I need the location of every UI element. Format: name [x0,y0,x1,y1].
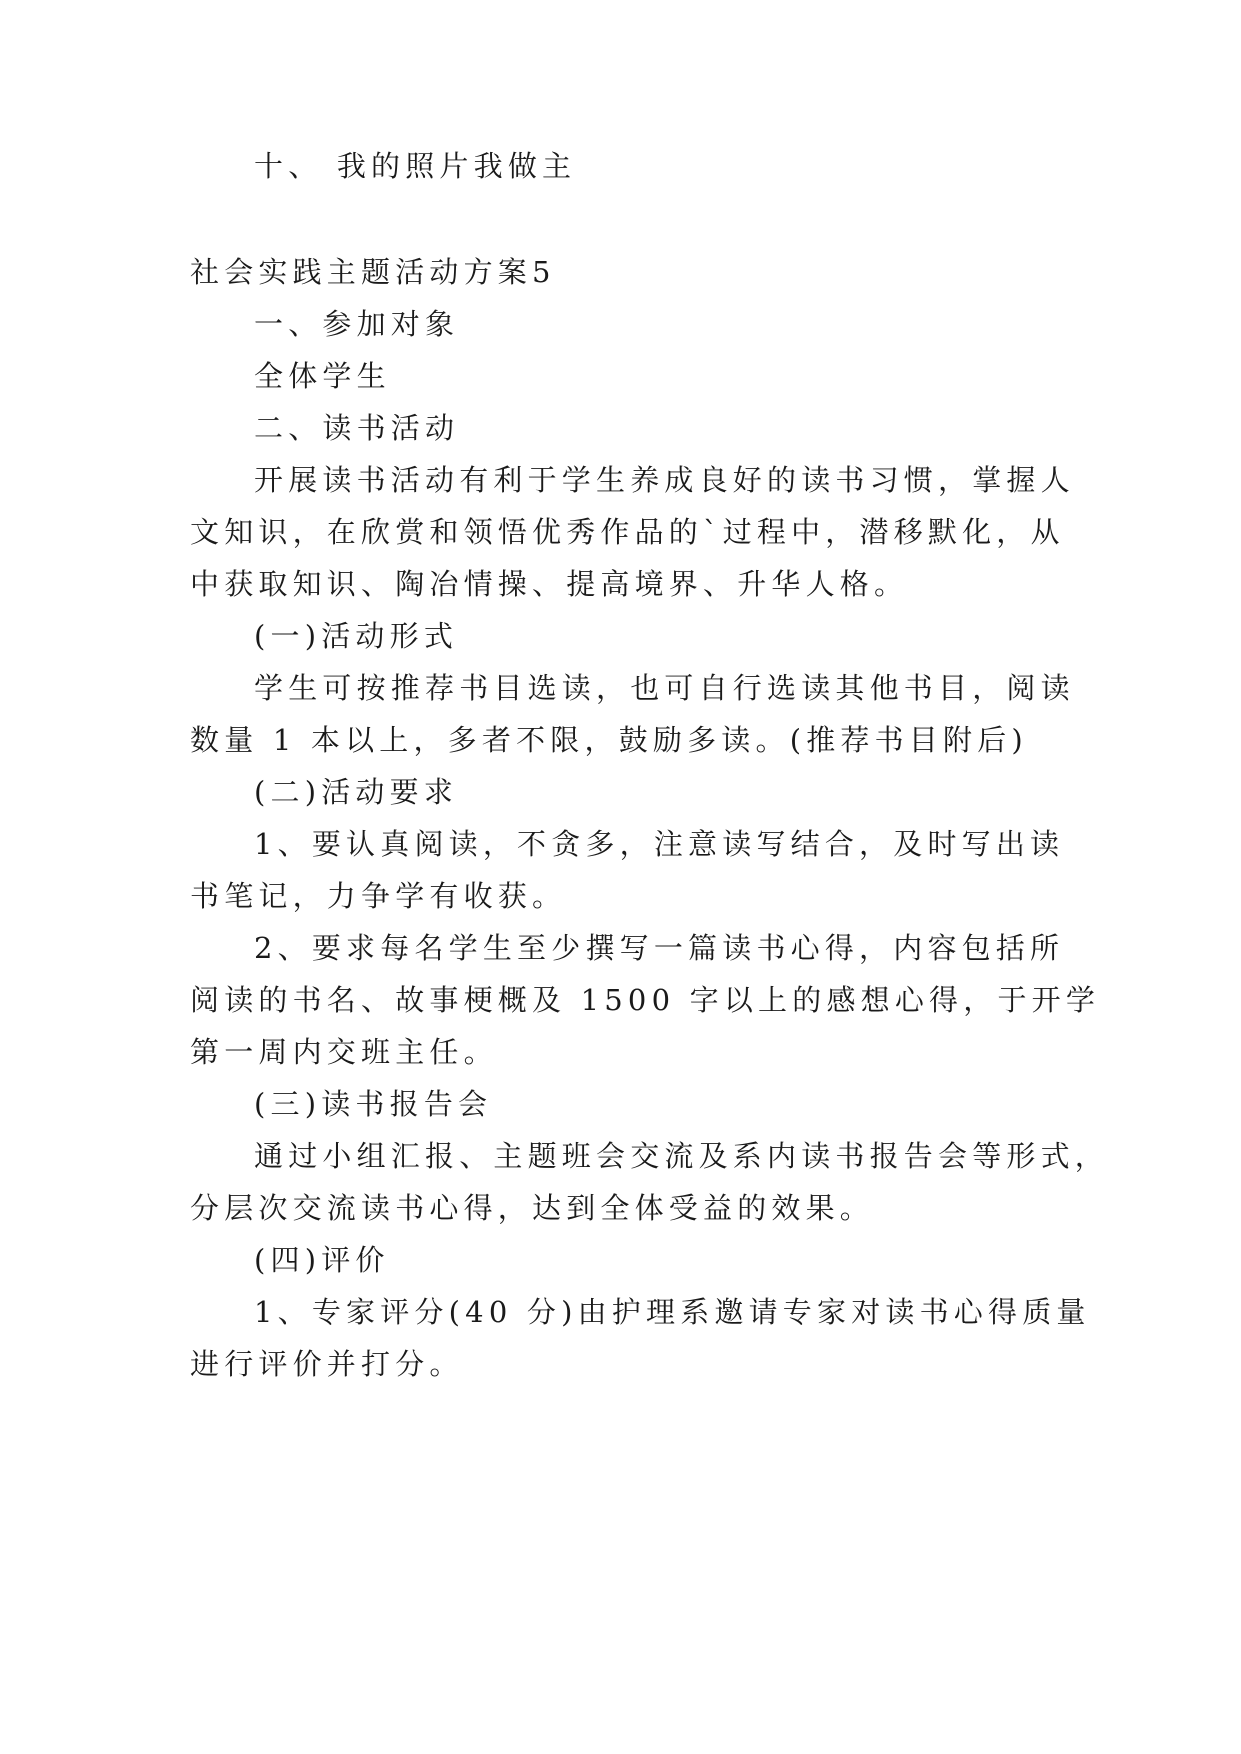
paragraph-line: 第一周内交班主任。 [190,1035,498,1069]
subheading-requirements: (二)活动要求 [254,775,459,809]
heading-reading-activity: 二、读书活动 [254,411,460,445]
subheading-report: (三)读书报告会 [254,1087,493,1121]
paragraph-line: 书笔记，力争学有收获。 [190,879,567,913]
subheading-evaluation: (四)评价 [254,1243,390,1277]
paragraph-line: 1、专家评分(40 分)由护理系邀请专家对读书心得质量 [254,1295,1091,1329]
paragraph-line: 分层次交流读书心得，达到全体受益的效果。 [190,1191,875,1225]
subheading-form: (一)活动形式 [254,619,459,653]
paragraph-line: 开展读书活动有利于学生养成良好的读书习惯，掌握人 [254,463,1075,497]
paragraph-line: 1、要认真阅读，不贪多，注意读写结合，及时写出读 [254,827,1065,861]
paragraph-line: 阅读的书名、故事梗概及 1500 字以上的感想心得，于开学 [190,983,1101,1017]
paragraph-line: 进行评价并打分。 [190,1347,464,1381]
paragraph-line: 数量 1 本以上，多者不限，鼓励多读。(推荐书目附后) [190,723,1028,757]
heading-participants: 一、参加对象 [254,307,460,341]
paragraph-line: 学生可按推荐书目选读，也可自行选读其他书目，阅读 [254,671,1075,705]
section-heading: 十、 我的照片我做主 [254,149,577,183]
paragraph-line: 文知识，在欣赏和领悟优秀作品的`过程中，潜移默化，从 [190,515,1065,549]
paragraph-participants: 全体学生 [254,359,391,393]
paragraph-line: 通过小组汇报、主题班会交流及系内读书报告会等形式， [254,1139,1110,1173]
paragraph-line: 中获取知识、陶冶情操、提高境界、升华人格。 [190,567,909,601]
plan-title: 社会实践主题活动方案5 [190,255,556,289]
paragraph-line: 2、要求每名学生至少撰写一篇读书心得，内容包括所 [254,931,1065,965]
